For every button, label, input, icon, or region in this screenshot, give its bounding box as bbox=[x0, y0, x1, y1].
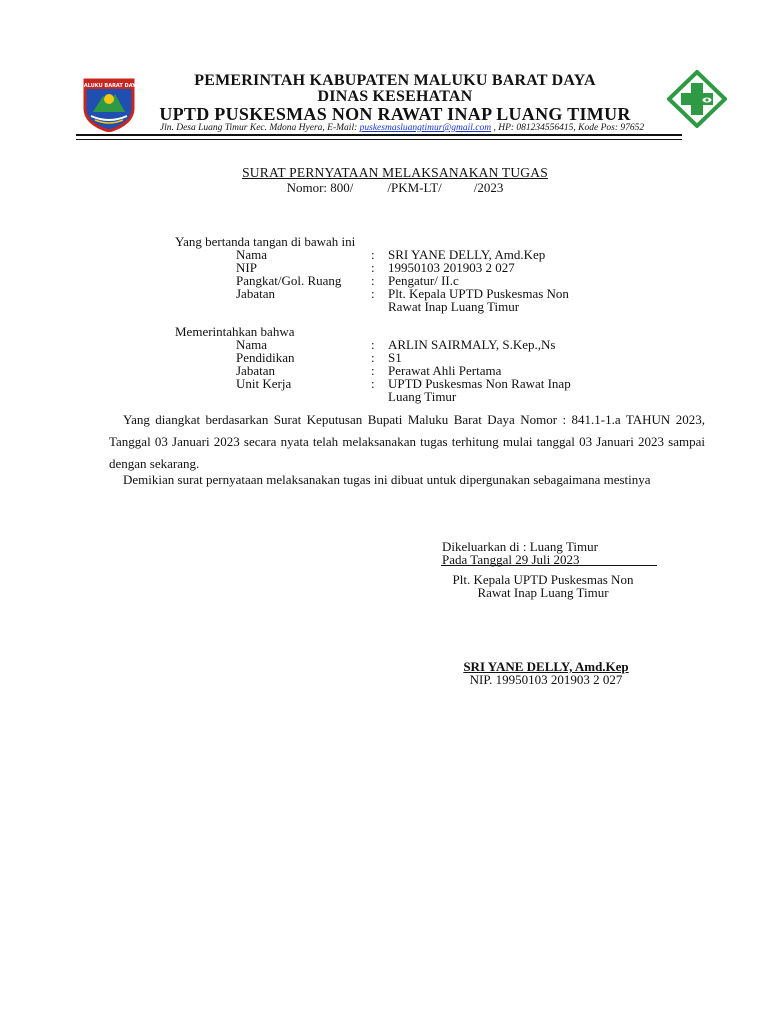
email-link[interactable]: puskesmasluangtimur@gmail.com bbox=[359, 123, 492, 133]
header-unit: UPTD PUSKESMAS NON RAWAT INAP LUANG TIMUR bbox=[159, 104, 631, 124]
signer-name-label: Nama bbox=[236, 247, 268, 262]
signer-nip-value: 19950103 201903 2 027 bbox=[388, 260, 515, 275]
subject-position-label: Jabatan bbox=[236, 363, 275, 378]
signer-intro: Yang bertanda tangan di bawah ini bbox=[175, 234, 356, 249]
subject-intro: Memerintahkan bahwa bbox=[175, 324, 295, 339]
signer-position-value: Plt. Kepala UPTD Puskesmas Non bbox=[388, 286, 569, 301]
colon: : bbox=[371, 260, 375, 275]
signer-name-value: SRI YANE DELLY, Amd.Kep bbox=[388, 247, 546, 262]
number-year: /2023 bbox=[473, 180, 504, 195]
address-prefix: Jln. Desa Luang Timur Kec. Mdona Hyera, E-Mail: bbox=[159, 123, 360, 133]
colon: : bbox=[371, 350, 375, 365]
address-suffix: , HP: 081234556415, Kode Pos: 97652 bbox=[491, 123, 645, 133]
signer-name: SRI YANE DELLY, Amd.Kep bbox=[463, 659, 629, 674]
signer-rank-value: Pengatur/ II.c bbox=[388, 273, 459, 288]
signer-position-label: Jabatan bbox=[236, 286, 275, 301]
number-prefix: Nomor: 800/ bbox=[286, 180, 354, 195]
colon: : bbox=[371, 363, 375, 378]
body-paragraph-2: Demikian surat pernyataan melaksanakan tugas ini dibuat untuk dipergunakan sebagaimana mestinya bbox=[123, 472, 651, 487]
header-rule-thin bbox=[76, 139, 682, 140]
puskesmas-logo-icon bbox=[667, 70, 727, 128]
signer-rank-label: Pangkat/Gol. Ruang bbox=[236, 273, 342, 288]
header-rule-thick bbox=[76, 134, 682, 136]
signer-position-2: Rawat Inap Luang Timur bbox=[477, 585, 609, 600]
signer-nip-label: NIP bbox=[236, 260, 257, 275]
subject-name-label: Nama bbox=[236, 337, 268, 352]
subject-unit-value-line2: Luang Timur bbox=[388, 389, 457, 404]
colon: : bbox=[371, 273, 375, 288]
subject-unit-label: Unit Kerja bbox=[236, 376, 292, 391]
signer-position-value-line2: Rawat Inap Luang Timur bbox=[388, 299, 520, 314]
document-title: SURAT PERNYATAAN MELAKSANAKAN TUGAS bbox=[242, 165, 548, 180]
subject-name-value: ARLIN SAIRMALY, S.Kep.,Ns bbox=[388, 337, 556, 352]
colon: : bbox=[371, 337, 375, 352]
document-number bbox=[190, 180, 600, 196]
colon: : bbox=[371, 286, 375, 301]
subject-position-value: Perawat Ahli Pertama bbox=[388, 363, 502, 378]
issued-date: Pada Tanggal 29 Juli 2023 bbox=[442, 552, 580, 567]
colon: : bbox=[371, 247, 375, 262]
subject-education-value: S1 bbox=[388, 350, 402, 365]
emblem-text: MALUKU BARAT DAYA bbox=[79, 83, 139, 89]
subject-education-label: Pendidikan bbox=[236, 350, 295, 365]
signer-position-1: Plt. Kepala UPTD Puskesmas Non bbox=[452, 572, 634, 587]
header-government: PEMERINTAH KABUPATEN MALUKU BARAT DAYA bbox=[194, 72, 596, 89]
colon: : bbox=[371, 376, 375, 391]
issued-at: Dikeluarkan di : Luang Timur bbox=[442, 539, 598, 554]
subject-unit-value: UPTD Puskesmas Non Rawat Inap bbox=[388, 376, 571, 391]
body-paragraph-1: Yang diangkat berdasarkan Surat Keputusan Bupati Maluku Barat Daya Nomor : 841.1-1.a TAHUN 2023, Tanggal 03 Januari 2023 secara nyata telah melaksanakan tugas terhitung mulai tanggal 03 Januari 2023 sampai dengan sekarang. bbox=[109, 412, 705, 471]
header-address bbox=[122, 123, 682, 133]
signature-rule bbox=[441, 565, 657, 566]
signer-nip: NIP. 19950103 201903 2 027 bbox=[469, 672, 623, 687]
header-department: DINAS KESEHATAN bbox=[317, 88, 473, 105]
number-middle: /PKM-LT/ bbox=[387, 180, 442, 195]
